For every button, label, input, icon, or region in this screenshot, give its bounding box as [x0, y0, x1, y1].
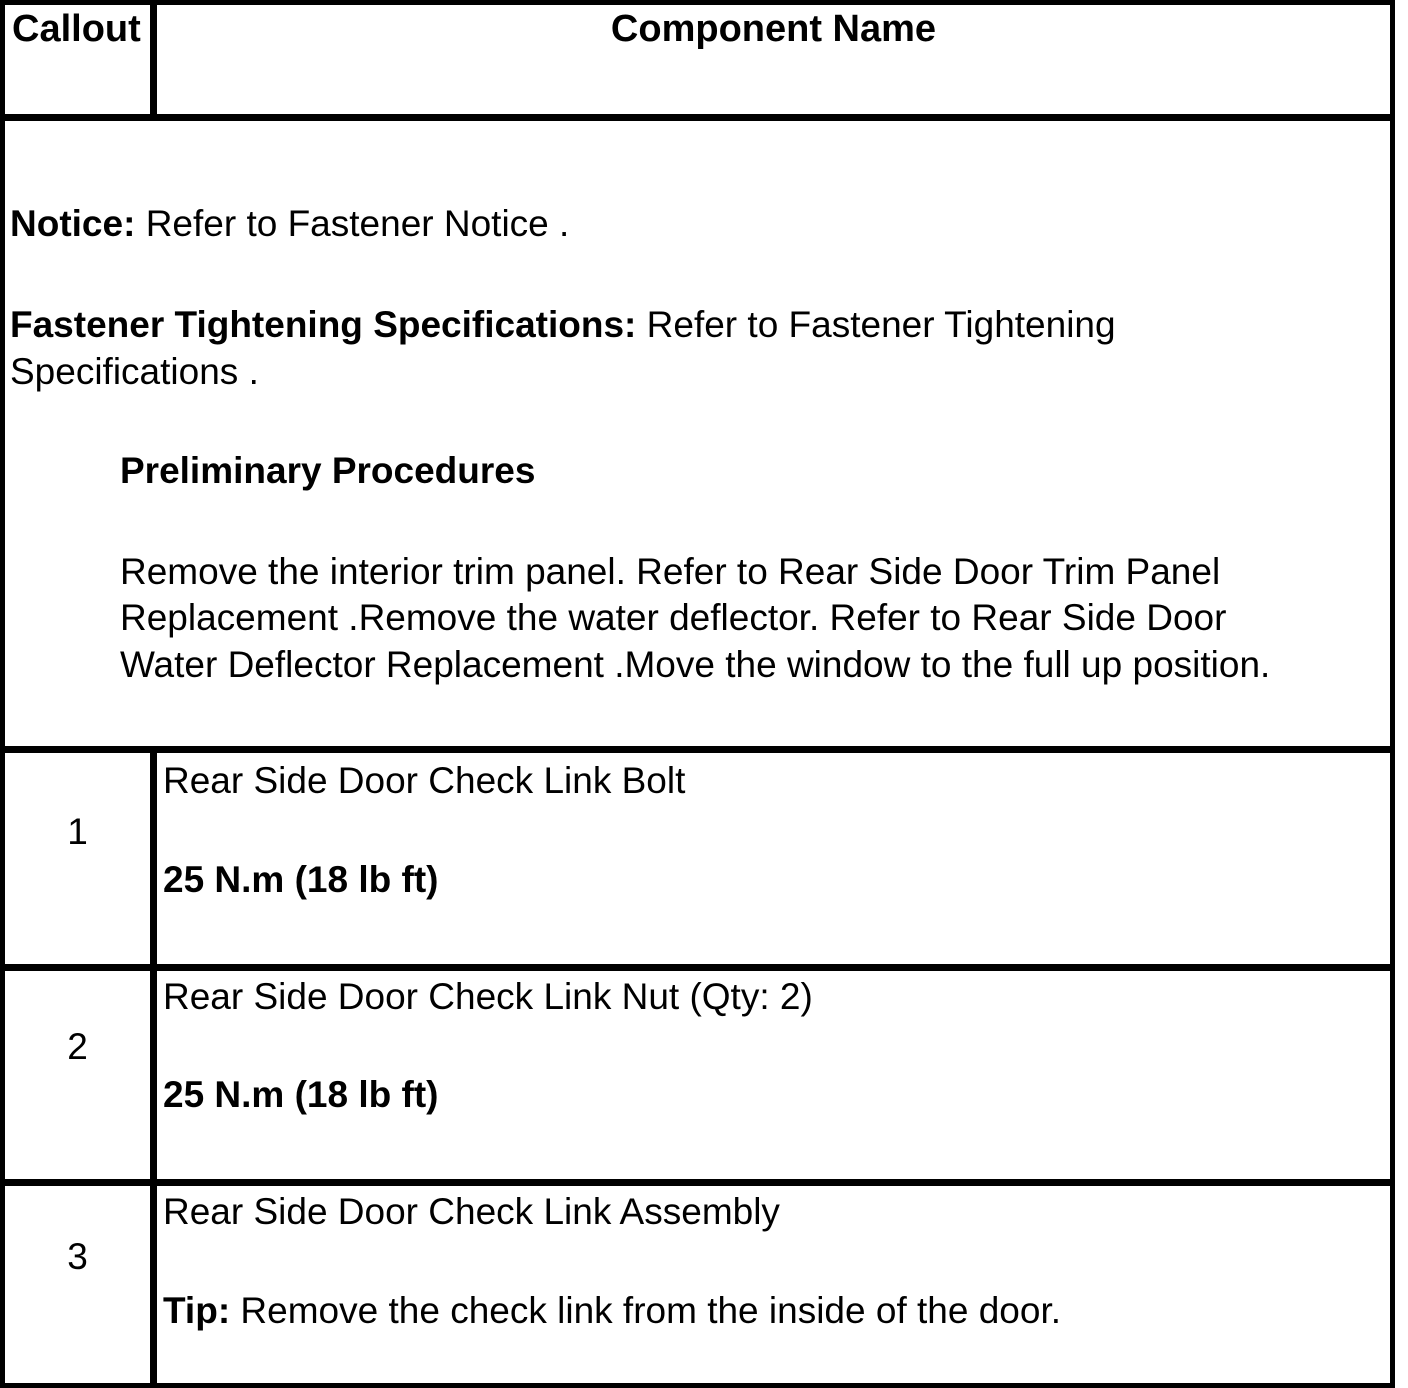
callout-2: 2 [67, 1026, 88, 1067]
tip-label: Tip: [163, 1290, 231, 1331]
fastener-spec-line [10, 306, 1116, 343]
fastener-spec-text-2: Specifications . [10, 351, 259, 392]
divider-notes [0, 746, 1395, 753]
divider-header [0, 114, 1395, 121]
preliminary-heading: Preliminary Procedures [120, 450, 536, 491]
column-divider-header [150, 0, 157, 118]
column-divider-rows [150, 749, 157, 1388]
component-2-torque: 25 N.m (18 lb ft) [163, 1074, 439, 1115]
component-3-name: Rear Side Door Check Link Assembly [163, 1191, 780, 1232]
callout-1: 1 [67, 811, 88, 852]
notice-line [10, 205, 569, 242]
component-2-name: Rear Side Door Check Link Nut (Qty: 2) [163, 976, 813, 1017]
component-1-torque: 25 N.m (18 lb ft) [163, 859, 439, 900]
notice-text: Refer to Fastener Notice . [145, 203, 570, 244]
callout-header: Callout [12, 8, 141, 50]
preliminary-text-2: Replacement .Remove the water deflector. Refer to Rear Side Door [120, 597, 1227, 638]
fastener-spec-text-1: Refer to Fastener Tightening [646, 304, 1116, 345]
component-name-header: Component Name [610, 8, 937, 50]
component-1-name: Rear Side Door Check Link Bolt [163, 760, 686, 801]
border-bottom [0, 1383, 1395, 1388]
notice-label: Notice: [10, 203, 136, 244]
divider-row2 [0, 1179, 1395, 1186]
callout-3: 3 [67, 1236, 88, 1277]
divider-row1 [0, 964, 1395, 971]
border-top [0, 0, 1395, 5]
component-3-tip [163, 1292, 1061, 1329]
preliminary-text-1: Remove the interior trim panel. Refer to Rear Side Door Trim Panel [120, 551, 1221, 592]
tip-text: Remove the check link from the inside of the door. [240, 1290, 1062, 1331]
fastener-spec-label: Fastener Tightening Specifications: [10, 304, 637, 345]
preliminary-text-3: Water Deflector Replacement .Move the window to the full up position. [120, 644, 1271, 685]
